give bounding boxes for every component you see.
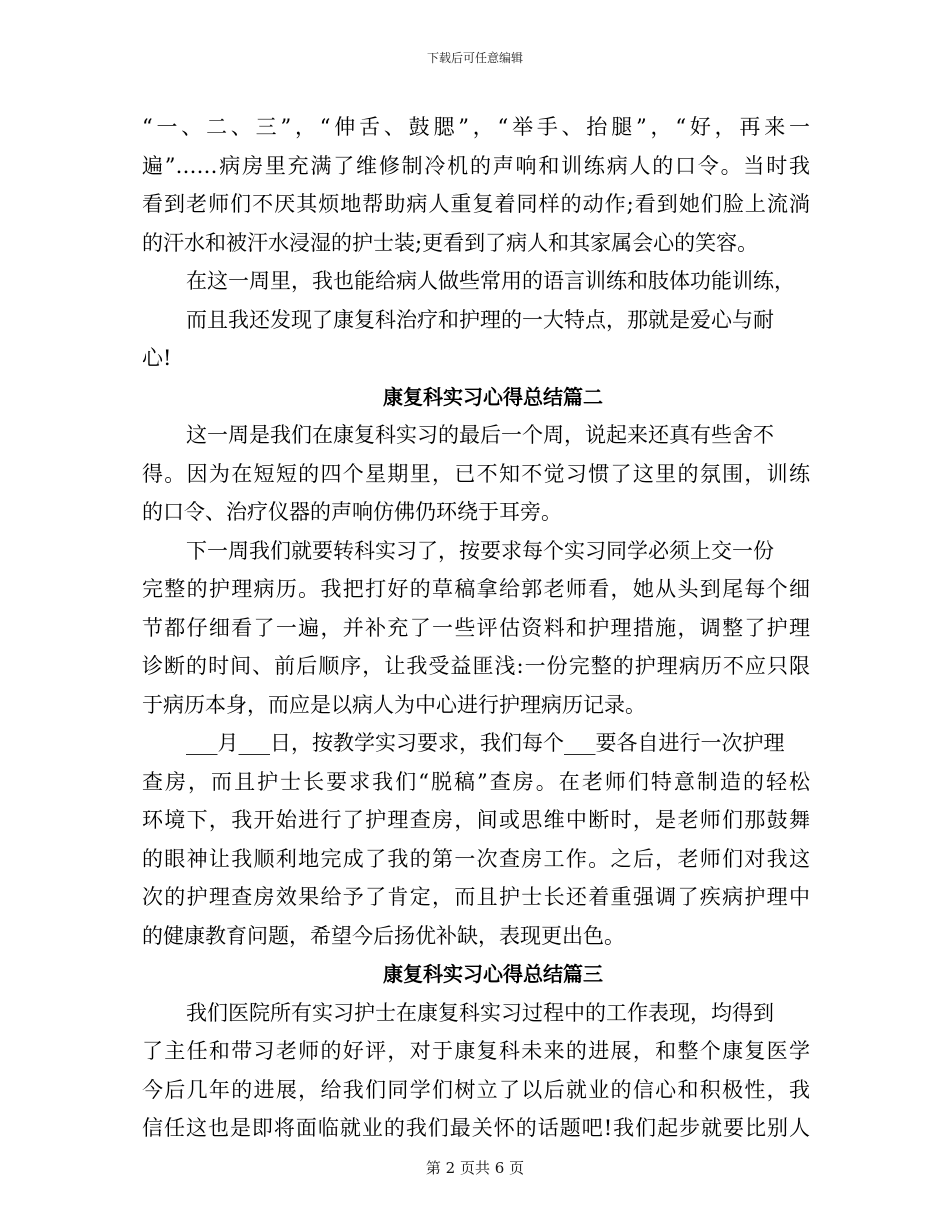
text-line: 完整的护理病历。我把打好的草稿拿给郭老师看，她从头到尾每个细	[142, 577, 810, 601]
text-line: 查房，而且护士长要求我们“脱稿”查房。在老师们特意制造的轻松	[142, 769, 810, 794]
page-footer: 第 2 页共 6 页	[425, 1159, 525, 1177]
text-line: 的口令、治疗仪器的声响仿佛仍环绕于耳旁。	[142, 500, 562, 524]
text-line: 看到老师们不厌其烦地帮助病人重复着同样的动作;看到她们脸上流淌	[142, 192, 810, 216]
text-line: 在这一周里，我也能给病人做些常用的语言训练和肢体功能训练，	[186, 269, 795, 293]
text-line: 环境下，我开始进行了护理查房，间或思维中断时，是老师们那鼓舞	[142, 808, 810, 832]
section-heading: 康复科实习心得总结篇三	[383, 962, 603, 986]
text-line: 今后几年的进展，给我们同学们树立了以后就业的信心和积极性，我	[142, 1077, 810, 1102]
text-line: 于病历本身，而应是以病人为中心进行护理病历记录。	[142, 692, 646, 717]
text-line: 遍”……病房里充满了维修制冷机的声响和训练病人的口令。当时我	[142, 153, 810, 178]
text-line: 得。因为在短短的四个星期里，已不知不觉习惯了这里的氛围，训练	[142, 461, 810, 486]
text-line: 而且我还发现了康复科治疗和护理的一大特点，那就是爱心与耐	[186, 307, 774, 332]
text-line: 的眼神让我顺利地完成了我的第一次查房工作。之后，老师们对我这	[142, 846, 810, 871]
text-line: 的健康教育问题，希望今后扬优补缺，表现更出色。	[142, 923, 625, 948]
text-line: 下一周我们就要转科实习了，按要求每个实习同学必须上交一份	[186, 538, 774, 563]
text-line: 这一周是我们在康复科实习的最后一个周，说起来还真有些舍不	[186, 423, 774, 447]
text-line: 了主任和带习老师的好评，对于康复科未来的进展，和整个康复医学	[142, 1039, 810, 1063]
text-line: 心!	[142, 346, 172, 370]
text-line: 诊断的时间、前后顺序，让我受益匪浅:一份完整的护理病历不应只限	[142, 654, 810, 678]
document-body	[142, 108, 810, 1148]
text-line: 我们医院所有实习护士在康复科实习过程中的工作表现，均得到	[186, 1000, 774, 1025]
text-line: 节都仔细看了一遍，并补充了一些评估资料和护理措施，调整了护理	[142, 615, 810, 640]
text-line: 的汗水和被汗水浸湿的护士装;更看到了病人和其家属会心的笑容。	[142, 230, 759, 255]
text-line: ___月___日，按教学实习要求，我们每个___要各自进行一次护理	[186, 731, 785, 755]
section-heading: 康复科实习心得总结篇二	[383, 384, 603, 409]
text-line: “一、二、三”，“伸舌、鼓腮”，“举手、抬腿”，“好，再来一	[142, 115, 810, 139]
text-line: 信任这也是即将面临就业的我们最关怀的话题吧!我们起步就要比别人	[142, 1116, 810, 1140]
page-header: 下载后可任意编辑	[426, 51, 523, 65]
text-line: 次的护理查房效果给予了肯定，而且护士长还着重强调了疾病护理中	[142, 885, 810, 909]
